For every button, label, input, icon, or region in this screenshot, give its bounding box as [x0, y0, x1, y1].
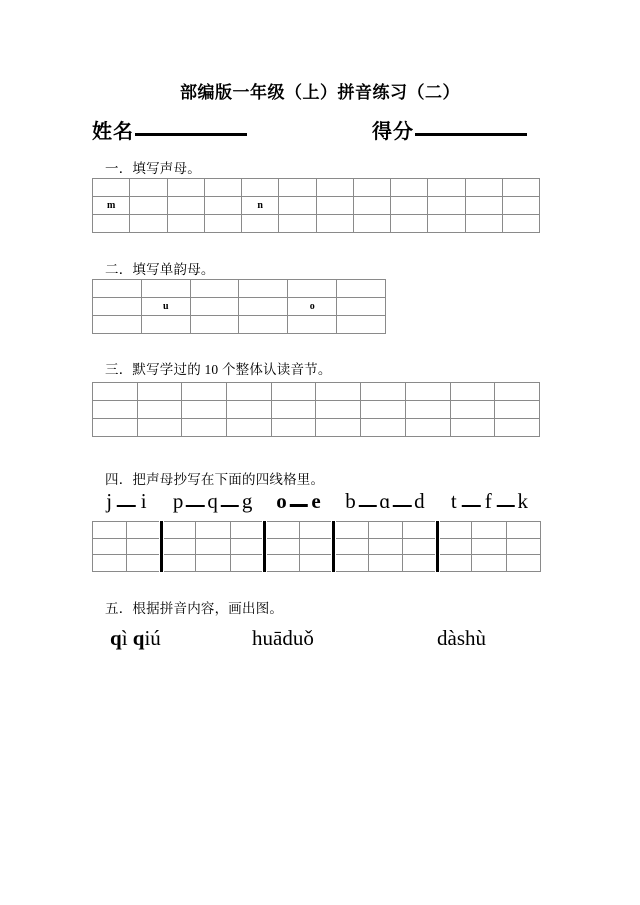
table-cell-blank[interactable]	[465, 179, 502, 197]
section-3-table[interactable]	[92, 382, 540, 437]
table-cell-filled[interactable]: o	[288, 298, 337, 316]
table-cell-blank[interactable]	[271, 383, 316, 401]
four-line-pinyin-grid[interactable]	[92, 521, 540, 572]
table-cell-blank[interactable]	[279, 197, 316, 215]
table-row	[93, 316, 386, 334]
copy-letter: ɑ	[379, 489, 391, 513]
table-cell-blank[interactable]	[130, 179, 167, 197]
section-4-letter-strip	[92, 489, 540, 519]
page-title: 部编版一年级（上）拼音练习（二）	[180, 83, 460, 102]
table-cell-blank[interactable]	[137, 401, 182, 419]
table-cell-blank[interactable]	[190, 298, 239, 316]
letter-connector-dash	[290, 504, 308, 507]
table-cell-blank[interactable]	[137, 383, 182, 401]
table-cell-blank[interactable]	[93, 298, 142, 316]
letter-connector-dash	[496, 505, 514, 507]
copy-letter: k	[517, 489, 529, 513]
section-5-pinyin-strip	[92, 626, 552, 660]
name-field[interactable]	[92, 115, 247, 144]
table-row	[93, 401, 540, 419]
table-cell-blank[interactable]	[316, 197, 353, 215]
table-cell-blank[interactable]	[405, 383, 450, 401]
table-cell-blank[interactable]	[227, 383, 272, 401]
grid-vertical-line	[540, 521, 541, 572]
table-cell-blank[interactable]	[137, 419, 182, 437]
table-cell-blank[interactable]	[182, 401, 227, 419]
table-cell-blank[interactable]	[405, 419, 450, 437]
grid-group-separator	[262, 521, 267, 572]
table-cell-blank[interactable]	[239, 316, 288, 334]
pinyin-word: huāduǒ	[252, 626, 314, 650]
grid-vertical-line	[299, 521, 300, 572]
table-cell-blank[interactable]	[428, 215, 465, 233]
table-cell-blank[interactable]	[502, 197, 539, 215]
table-cell-blank[interactable]	[391, 215, 428, 233]
table-cell-blank[interactable]	[391, 197, 428, 215]
table-cell-blank[interactable]	[93, 401, 138, 419]
table-cell-blank[interactable]	[316, 419, 361, 437]
table-cell-blank[interactable]	[450, 401, 495, 419]
table-cell-blank[interactable]	[190, 316, 239, 334]
table-cell-blank[interactable]	[182, 419, 227, 437]
table-cell-blank[interactable]	[361, 419, 406, 437]
pinyin-word: qì qiú	[110, 626, 161, 650]
table-row	[93, 298, 386, 316]
table-cell-blank[interactable]	[239, 298, 288, 316]
grid-vertical-line	[230, 521, 231, 572]
table-cell-blank[interactable]	[495, 419, 540, 437]
section-1-heading: 一．填写声母。	[105, 161, 201, 176]
table-cell-blank[interactable]	[204, 179, 241, 197]
table-cell-blank[interactable]	[204, 197, 241, 215]
table-cell-blank[interactable]	[93, 280, 142, 298]
section-4-heading: 四．把声母抄写在下面的四线格里。	[105, 472, 325, 487]
copy-letter: q	[207, 489, 218, 513]
table-cell-blank[interactable]	[353, 197, 390, 215]
table-cell-blank[interactable]	[279, 215, 316, 233]
table-cell-blank[interactable]	[337, 316, 386, 334]
table-cell-blank[interactable]	[495, 401, 540, 419]
letter-connector-dash	[393, 505, 411, 507]
table-cell-blank[interactable]	[93, 316, 142, 334]
name-label: 姓名	[92, 121, 134, 143]
table-cell-blank[interactable]	[391, 179, 428, 197]
table-cell-blank[interactable]	[93, 215, 130, 233]
table-cell-blank[interactable]	[495, 383, 540, 401]
table-cell-blank[interactable]	[465, 215, 502, 233]
table-cell-blank[interactable]	[361, 383, 406, 401]
letter-connector-dash	[358, 505, 376, 507]
grid-group-separator	[331, 521, 336, 572]
score-label: 得分	[372, 121, 414, 143]
section-1-table[interactable]	[92, 178, 540, 233]
table-cell-blank[interactable]	[167, 179, 204, 197]
table-row	[93, 280, 386, 298]
table-cell-blank[interactable]	[130, 215, 167, 233]
section-5-heading: 五．根据拼音内容，画出图。	[105, 601, 284, 616]
table-cell-blank[interactable]	[405, 401, 450, 419]
table-cell-blank[interactable]	[93, 419, 138, 437]
letter-connector-dash	[117, 505, 135, 507]
table-cell-blank[interactable]	[450, 419, 495, 437]
letter-connector-dash	[221, 505, 239, 507]
section-3-heading: 三．默写学过的 10 个整体认读音节。	[105, 362, 332, 377]
table-cell-blank[interactable]	[337, 298, 386, 316]
table-cell-blank[interactable]	[316, 215, 353, 233]
copy-letter: g	[241, 489, 253, 513]
table-row	[93, 215, 540, 233]
table-cell-blank[interactable]	[239, 280, 288, 298]
table-cell-blank[interactable]	[361, 401, 406, 419]
table-cell-blank[interactable]	[271, 401, 316, 419]
copy-letter: f	[484, 489, 492, 513]
letter-connector-dash	[462, 505, 480, 507]
table-cell-blank[interactable]	[316, 383, 361, 401]
table-cell-blank[interactable]	[279, 179, 316, 197]
table-cell-blank[interactable]	[271, 419, 316, 437]
table-cell-blank[interactable]	[288, 316, 337, 334]
table-cell-blank[interactable]	[167, 197, 204, 215]
table-cell-blank[interactable]	[428, 197, 465, 215]
table-cell-blank[interactable]	[227, 419, 272, 437]
grid-vertical-line	[402, 521, 403, 572]
grid-group-separator	[435, 521, 440, 572]
score-field[interactable]	[372, 115, 527, 144]
table-cell-blank[interactable]	[353, 179, 390, 197]
grid-vertical-line	[471, 521, 472, 572]
table-row	[93, 179, 540, 197]
table-cell-blank[interactable]	[316, 401, 361, 419]
pinyin-word: dàshù	[437, 626, 486, 650]
table-cell-blank[interactable]	[288, 280, 337, 298]
table-cell-blank[interactable]	[337, 280, 386, 298]
table-cell-blank[interactable]	[502, 179, 539, 197]
name-blank-rule[interactable]	[135, 133, 247, 136]
grid-vertical-line	[126, 521, 127, 572]
score-blank-rule[interactable]	[415, 133, 527, 136]
table-row	[93, 419, 540, 437]
copy-letter: t	[450, 489, 457, 513]
table-cell-blank[interactable]	[428, 179, 465, 197]
letter-connector-dash	[186, 505, 204, 507]
copy-letter: p	[172, 489, 184, 513]
section-2-table[interactable]	[92, 279, 386, 334]
table-cell-blank[interactable]	[141, 280, 190, 298]
table-cell-blank[interactable]	[227, 401, 272, 419]
grid-vertical-line	[195, 521, 196, 572]
table-cell-blank[interactable]	[204, 215, 241, 233]
table-cell-blank[interactable]	[93, 383, 138, 401]
table-cell-blank[interactable]	[316, 179, 353, 197]
copy-letter: i	[140, 489, 147, 513]
table-cell-filled[interactable]: n	[242, 197, 279, 215]
copy-letter: o	[276, 489, 287, 513]
table-cell-blank[interactable]	[182, 383, 227, 401]
copy-letter: d	[414, 489, 425, 513]
table-cell-blank[interactable]	[450, 383, 495, 401]
copy-letter: b	[345, 489, 356, 513]
table-cell-blank[interactable]	[242, 179, 279, 197]
table-cell-blank[interactable]	[93, 179, 130, 197]
table-cell-blank[interactable]	[502, 215, 539, 233]
grid-vertical-line	[506, 521, 507, 572]
grid-group-separator	[159, 521, 164, 572]
table-cell-blank[interactable]	[141, 316, 190, 334]
grid-vertical-line	[92, 521, 93, 572]
table-cell-blank[interactable]	[130, 197, 167, 215]
table-cell-filled[interactable]: m	[93, 197, 130, 215]
table-cell-blank[interactable]	[167, 215, 204, 233]
table-cell-blank[interactable]	[465, 197, 502, 215]
section-2-heading: 二．填写单韵母。	[105, 262, 215, 277]
table-cell-blank[interactable]	[190, 280, 239, 298]
table-cell-blank[interactable]	[353, 215, 390, 233]
identity-line	[92, 115, 552, 145]
table-row	[93, 383, 540, 401]
table-cell-blank[interactable]	[242, 215, 279, 233]
copy-letter: j	[106, 489, 113, 513]
copy-letter: e	[311, 489, 321, 513]
grid-vertical-line	[368, 521, 369, 572]
table-cell-filled[interactable]: u	[141, 298, 190, 316]
table-row	[93, 197, 540, 215]
